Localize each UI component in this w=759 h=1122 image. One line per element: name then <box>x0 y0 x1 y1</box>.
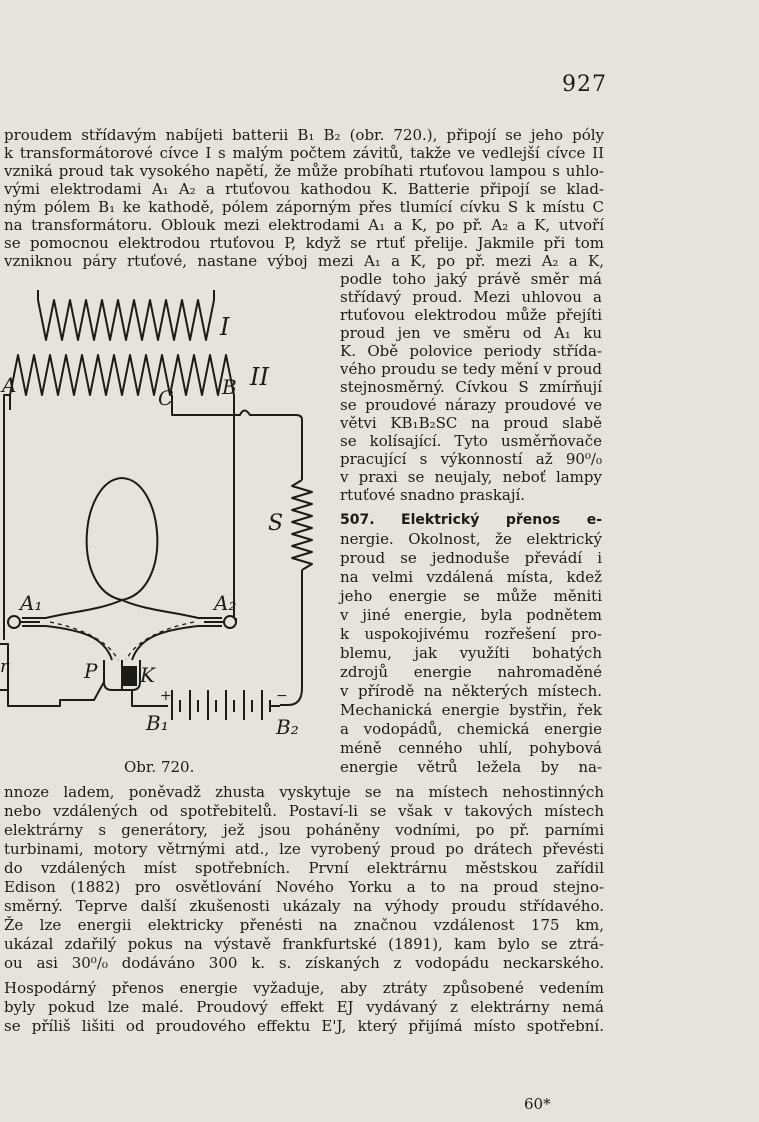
text-line: ou asi 30⁰/₀ dodáváno 300 k. s. získaných z vodopádu neckarského. <box>4 954 604 972</box>
text-line: K. Obě polovice periody střída- <box>340 342 602 360</box>
text-line: se proudové nárazy proudové ve <box>340 396 602 414</box>
text-line: větvi KB₁B₂SC na proud slabě <box>340 414 602 432</box>
text-line: zdrojů energie nahromaděné <box>340 663 602 681</box>
text-line: nnoze ladem, poněvadž zhusta vyskytuje se na místech nehostinných <box>4 783 604 801</box>
text-line: ukázal zdařilý pokus na výstavě frankfurtské (1891), kam bylo se ztrá- <box>4 935 604 953</box>
label-P: P <box>84 659 98 683</box>
text-line: byly pokud lze malé. Proudový effekt EJ vydávaný z elektrárny nemá <box>4 998 604 1016</box>
text-line: střídavý proud. Mezi uhlovou a <box>340 288 602 306</box>
figure-caption: Obr. 720. <box>124 758 195 776</box>
text-line: v jiné energie, byla podnětem <box>340 606 602 624</box>
text-line: k uspokojivému rozřešení pro- <box>340 625 602 643</box>
label-A2: A₂ <box>214 591 237 615</box>
text-line: se kolísající. Tyto usměrňovače <box>340 432 602 450</box>
text-line: jeho energie se může měniti <box>340 587 602 605</box>
label-C: C <box>158 386 174 410</box>
text-line: proud jen ve směru od A₁ ku <box>340 324 602 342</box>
secondary-coil <box>10 355 234 395</box>
label-K: K <box>140 663 155 687</box>
text-line: nebo vzdálených od spotřebitelů. Postaví-li se však v takových místech <box>4 802 604 820</box>
text-line: Edison (1882) pro osvětlování Nového Yorku a to na proud stejno- <box>4 878 604 896</box>
text-line: stejnosměrný. Cívkou S zmírňují <box>340 378 602 396</box>
label-B1: B₁ <box>146 711 169 735</box>
text-line: vými elektrodami A₁ A₂ a rtuťovou kathodou K. Batterie připojí se klad- <box>4 180 604 198</box>
battery <box>172 690 270 720</box>
label-plus: + <box>160 688 172 704</box>
label-r: r <box>0 656 9 677</box>
footer-signature: 60* <box>524 1095 551 1113</box>
label-II: II <box>250 363 269 391</box>
label-I: I <box>220 313 230 341</box>
label-minus: − <box>276 688 288 704</box>
text-line: vzniknou páry rtuťové, nastane výboj mezi A₁ a K, po př. mezi A₂ a K, <box>4 252 604 270</box>
primary-coil <box>38 300 214 340</box>
text-line: vého proudu se tedy mění v proud <box>340 360 602 378</box>
text-line: rtuťové snadno praskají. <box>340 486 526 504</box>
text-line: na velmi vzdálená místa, kdež <box>340 568 602 586</box>
text-line: do vzdálených míst spotřebních. První elektrárnu městskou zařídil <box>4 859 604 877</box>
text-line: směrný. Teprve další zkušenosti ukázaly na výhody proudu střídavého. <box>4 897 604 915</box>
label-B2: B₂ <box>276 715 299 739</box>
text-line: Mechanická energie bystřin, řek <box>340 701 602 719</box>
text-line: podle toho jaký právě směr má <box>340 270 602 288</box>
section-heading: 507. Elektrický přenos e- <box>340 512 602 528</box>
text-line: k transformátorové cívce I s malým počtem závitů, takže ve vedlejší cívce II <box>4 144 604 162</box>
text-line: méně cenného uhlí, pohybová <box>340 739 602 757</box>
text-line: se pomocnou elektrodou rtuťovou P, když se rtuť přelije. Jakmile při tom <box>4 234 604 252</box>
text-line: proudem střídavým nabíjeti batterii B₁ B₂ (obr. 720.), připojí se jeho póly <box>4 126 604 144</box>
lamp-bulb <box>87 478 158 600</box>
text-line: blemu, jak využíti bohatých <box>340 644 602 662</box>
text-line: rtuťovou elektrodou může přejíti <box>340 306 602 324</box>
text-line: Že lze energii elektricky přenésti na značnou vzdálenost 175 km, <box>4 916 604 934</box>
text-line: energie větrů ležela by na- <box>340 758 602 776</box>
text-line: se příliš lišiti od proudového effektu E'J, který přijímá místo spotřební. <box>4 1017 604 1035</box>
text-line: v praxi se neujaly, neboť lampy <box>340 468 602 486</box>
text-line: ným pólem B₁ ke kathodě, pólem záporným přes tlumící cívku S k místu C <box>4 198 604 216</box>
text-line: elektrárny s generátory, jež jsou poháněny vodními, po př. parními <box>4 821 604 839</box>
choke-coil <box>292 480 312 570</box>
label-A: A <box>2 373 17 397</box>
label-S: S <box>268 511 284 536</box>
text-line: nergie. Okolnost, že elektrický <box>340 530 602 548</box>
text-line: na transformátoru. Oblouk mezi elektrodami A₁ a K, po př. A₂ a K, utvoří <box>4 216 604 234</box>
text-line: proud se jednoduše převádí i <box>340 549 602 567</box>
page-number: 927 <box>562 72 607 97</box>
circuit-figure <box>0 280 330 750</box>
text-line: pracující s výkonností až 90⁰/₀ <box>340 450 602 468</box>
text-line: Hospodárný přenos energie vyžaduje, aby ztráty způsobené vedením <box>4 979 604 997</box>
text-line: turbinami, motory větrnými atd., lze vyrobený proud po drátech převésti <box>4 840 604 858</box>
text-line: vzniká proud tak vysokého napětí, že může probíhati rtuťovou lampou s uhlo- <box>4 162 604 180</box>
label-B: B <box>222 375 237 399</box>
text-line: v přírodě na některých místech. <box>340 682 602 700</box>
text-line: a vodopádů, chemická energie <box>340 720 602 738</box>
label-A1: A₁ <box>20 591 43 615</box>
